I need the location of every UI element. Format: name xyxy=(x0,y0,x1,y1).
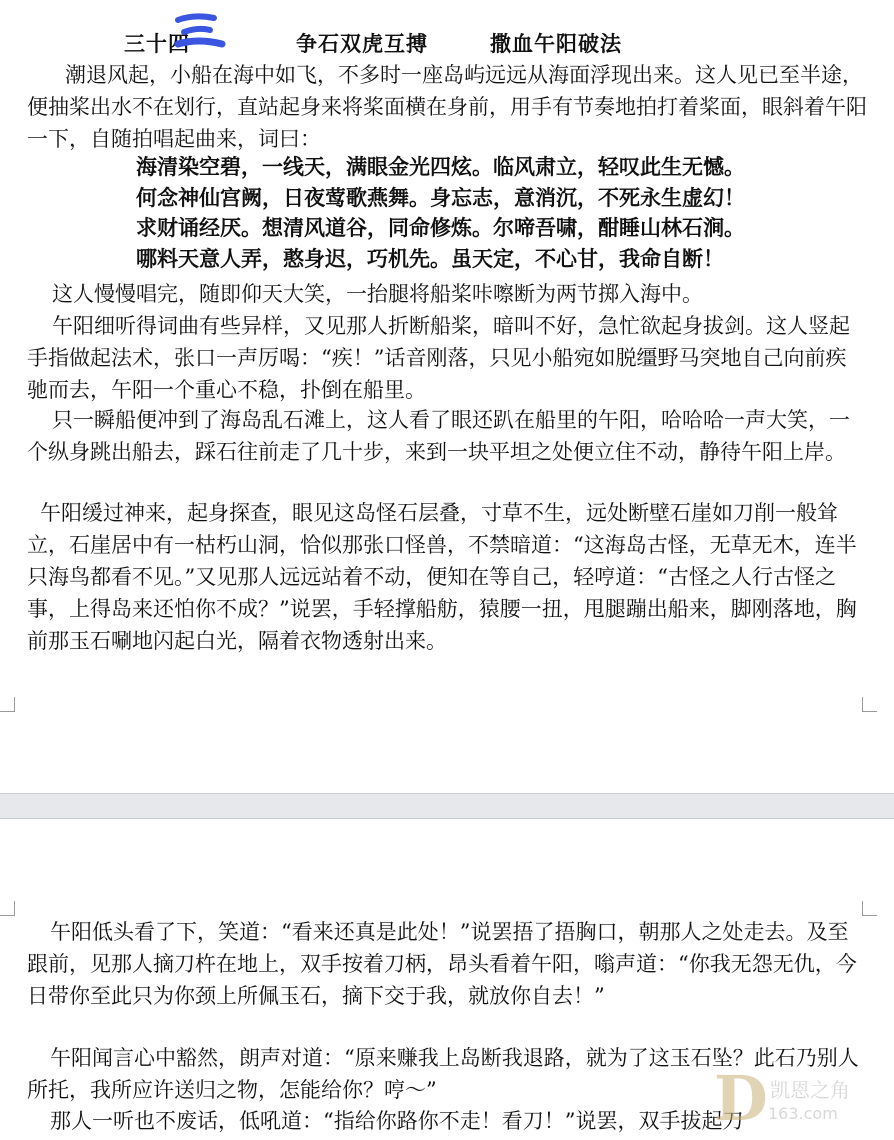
paragraph-intro: 潮退风起，小船在海中如飞，不多时一座岛屿远远从海面浮现出来。这人见已至半途，便抽桨出水不在划行，直站起身来将桨面横在身前，用手有节奏地拍打着桨面，眼斜着午阳一下，自随拍唱起曲来，词曰： xyxy=(27,63,867,151)
pen-scribble-annotation xyxy=(174,10,226,54)
poem-line: 求财诵经厌。想清风道谷，同命修炼。尔啼吾啸，酣睡山林石涧。 xyxy=(136,215,745,240)
page-separator xyxy=(0,793,894,819)
paragraph: 只一瞬船便冲到了海岛乱石滩上，这人看了眼还趴在船里的午阳，哈哈哈一声大笑，一个纵身跳出船去，踩石往前走了几十步，来到一块平坦之处便立住不动，静待午阳上岸。 xyxy=(27,408,850,464)
site-watermark xyxy=(700,1058,890,1138)
poem-line: 海清染空碧，一线天，满眼金光四炫。临风肃立，轻叹此生无憾。 xyxy=(136,154,745,179)
page-corner-mark xyxy=(862,697,877,712)
poem-block xyxy=(136,152,856,274)
watermark-domain: 163.com xyxy=(768,1104,838,1123)
chapter-title-part1: 争石双虎互搏 xyxy=(296,31,428,56)
page-corner-mark xyxy=(862,901,877,916)
chapter-title-part2: 撒血午阳破法 xyxy=(490,31,622,56)
chapter-number: 三十四 xyxy=(124,31,190,56)
watermark-site-name: 凯恩之角 xyxy=(770,1078,850,1102)
poem-line: 何念神仙宫阙，日夜莺歌燕舞。身忘志，意消沉，不死永生虚幻！ xyxy=(136,184,745,210)
paragraph: 午阳细听得词曲有些异样，又见那人折断船桨，暗叫不好，急忙欲起身拔剑。这人竖起手指做起法术，张口一声厉喝：“疾！”话音刚落，只见小船宛如脱缰野马突地自己向前疾驰而去，午阳一个重心不稳，扑倒在船里。 xyxy=(27,314,850,402)
paragraph: 这人慢慢唱完，随即仰天大笑，一抬腿将船桨咔嚓断为两节掷入海中。 xyxy=(52,282,703,306)
paragraph: 那人一听也不废话，低吼道：“指给你路你不走！看刀！”说罢，双手拔起刀 xyxy=(50,1109,744,1133)
page-corner-mark xyxy=(0,901,15,916)
page-corner-mark xyxy=(0,697,15,712)
paragraph: 午阳缓过神来，起身探查，眼见这岛怪石层叠，寸草不生，远处断壁石崖如刀削一般耸立，石崖居中有一枯朽山洞，恰似那张口怪兽，不禁暗道：“这海岛古怪，无草无木，连半只海鸟都看不见。”又见那人远远站着不动，便知在等自己，轻哼道：“古怪之人行古怪之事，上得岛来还怕你不成？”说罢，手轻撑船舫，猿腰一扭，甩腿蹦出船来，脚刚落地，胸前那玉石唰地闪起白光，隔着衣物透射出来。 xyxy=(27,501,857,653)
chapter-title xyxy=(0,28,894,60)
paragraph: 午阳闻言心中豁然，朗声对道：“原来赚我上岛断我退路，就为了这玉石坠？此石乃别人所托，我所应许送归之物，怎能给你？哼～” xyxy=(27,1046,859,1102)
watermark-logo: D xyxy=(714,1062,768,1135)
document-page-2 xyxy=(0,819,894,1140)
paragraph: 午阳低头看了下，笑道：“看来还真是此处！”说罢捂了捂胸口，朝那人之处走去。及至跟前，见那人摘刀杵在地上，双手按着刀柄，昂头看着午阳，嗡声道：“你我无怨无仇，今日带你至此只为你颈上所佩玉石，摘下交于我，就放你自去！” xyxy=(27,920,857,1008)
poem-line: 哪料天意人弄，憨身迟，巧机先。虽天定，不心甘，我命自断！ xyxy=(136,245,724,271)
